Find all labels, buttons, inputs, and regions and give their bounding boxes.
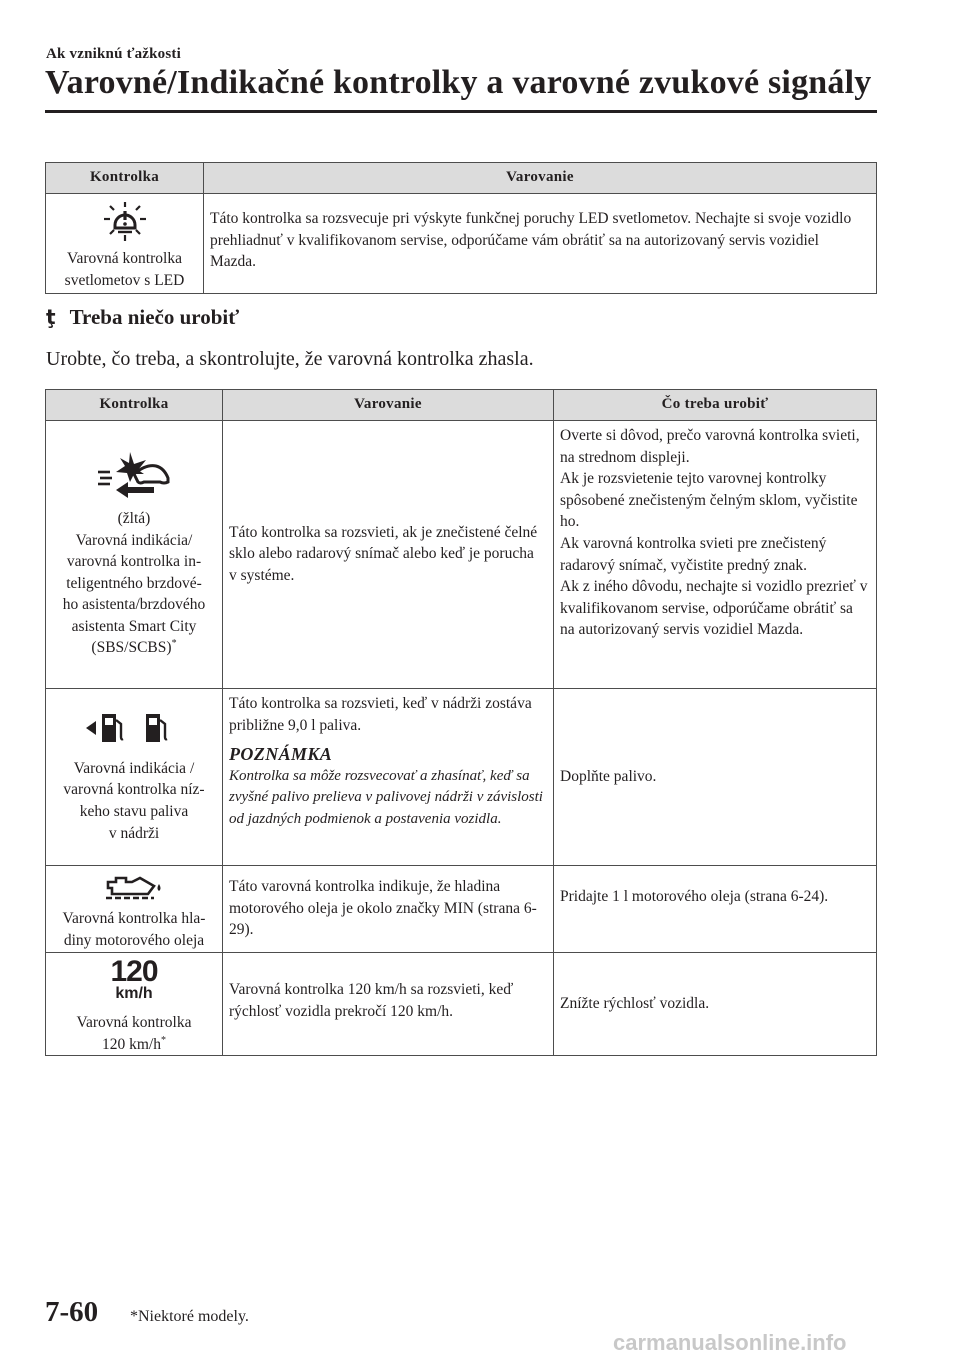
label-line bbox=[46, 637, 222, 659]
sbs-scbs-warning-icon bbox=[94, 450, 174, 500]
table-row bbox=[46, 194, 877, 294]
action-line: Ak varovná kontrolka svieti pre znečistený radarový snímač, vyčistite predný znak. bbox=[560, 534, 827, 574]
asterisk: * bbox=[171, 638, 177, 650]
label-line: (žltá) bbox=[117, 509, 151, 527]
column-header-varovanie: Varovanie bbox=[223, 390, 554, 421]
action-cell bbox=[554, 421, 877, 689]
table-header-row bbox=[46, 163, 877, 194]
label-line: varovná kontrolka níz- bbox=[63, 781, 205, 799]
warning-text: Táto kontrolka sa rozsvieti, keď v nádrži zostáva približne 9,0 l paliva. bbox=[229, 695, 532, 734]
engine-oil-level-warning-icon bbox=[102, 872, 166, 902]
label-line: asistenta Smart City bbox=[71, 617, 197, 635]
warning-cell bbox=[223, 689, 554, 866]
indicator-cell bbox=[46, 421, 223, 689]
icon-unit: km/h bbox=[115, 985, 153, 1002]
subsection-heading-text: Treba niečo urobiť bbox=[69, 305, 240, 329]
led-headlight-warning-icon bbox=[98, 202, 152, 242]
indicator-label bbox=[46, 508, 222, 659]
footnote: *Niektoré modely. bbox=[130, 1308, 249, 1325]
intro-text: Urobte, čo treba, a skontrolujte, že varovná kontrolka zhasla. bbox=[46, 348, 534, 370]
note-text: Kontrolka sa môže rozsvecovať a zhasínať, keď sa zvyšné palivo prelieva v palivovej nádrži v závislosti od jazdných podmienok a postavenia vozidla. bbox=[229, 767, 543, 827]
action-cell: Pridajte 1 l motorového oleja (strana 6-24). bbox=[554, 866, 877, 953]
table-row bbox=[46, 866, 877, 953]
note-title: POZNÁMKA bbox=[229, 744, 333, 765]
label-line: Varovná kontrolka bbox=[67, 250, 182, 267]
label-line bbox=[46, 1034, 222, 1056]
label-line: teligentného brzdové- bbox=[66, 574, 202, 592]
indicator-label bbox=[46, 908, 222, 951]
warning-cell: Táto kontrolka sa rozsvecuje pri výskyte funkčnej poruchy LED svetlometov. Nechajte si svoje vozidlo prehliadnuť v kvalifikovanom servise, odporúčame vám obrátiť sa na autorizovaný servis vozidiel Mazda. bbox=[204, 194, 877, 294]
low-fuel-warning-icon bbox=[84, 710, 184, 746]
asterisk: * bbox=[161, 1034, 166, 1046]
page-title: Varovné/Indikačné kontrolky a varovné zvukové signály bbox=[45, 64, 872, 101]
column-header-action: Čo treba urobiť bbox=[554, 390, 877, 421]
label-line: Varovná indikácia/ bbox=[75, 531, 193, 549]
led-warning-table bbox=[45, 162, 877, 294]
label-line: diny motorového oleja bbox=[63, 931, 205, 949]
label-text: (SBS/SCBS) bbox=[91, 639, 172, 657]
label-text: 120 km/h bbox=[102, 1035, 161, 1053]
table-row bbox=[46, 689, 877, 866]
action-table bbox=[45, 389, 877, 1056]
label-line: Varovná indikácia / bbox=[73, 759, 195, 777]
warning-cell: Varovná kontrolka 120 km/h sa rozsvieti, keď rýchlosť vozidla prekročí 120 km/h. bbox=[223, 953, 554, 1056]
label-line: svetlometov s LED bbox=[64, 271, 185, 289]
indicator-cell bbox=[46, 953, 223, 1056]
table-row bbox=[46, 953, 877, 1056]
indicator-cell bbox=[46, 194, 204, 294]
action-line: Overte si dôvod, prečo varovná kontrolka svieti, na strednom displeji. bbox=[560, 427, 860, 466]
watermark: carmanualsonline.info bbox=[613, 1330, 847, 1355]
bullet-marker: ţ bbox=[46, 305, 56, 329]
label-line: keho stavu paliva bbox=[79, 803, 189, 820]
icon-number: 120 bbox=[110, 955, 158, 988]
indicator-label bbox=[46, 248, 203, 291]
label-line: varovná kontrolka in- bbox=[66, 553, 202, 571]
label-line: v nádrži bbox=[108, 824, 160, 842]
table-header-row bbox=[46, 390, 877, 421]
indicator-cell bbox=[46, 866, 223, 953]
indicator-cell bbox=[46, 689, 223, 866]
column-header-kontrolka: Kontrolka bbox=[46, 390, 223, 421]
column-header-kontrolka: Kontrolka bbox=[46, 163, 204, 194]
label-line: Varovná kontrolka bbox=[76, 1014, 192, 1031]
page-number: 7-60 bbox=[45, 1296, 99, 1328]
action-cell: Znížte rýchlosť vozidla. bbox=[554, 953, 877, 1056]
label-line: Varovná kontrolka hla- bbox=[62, 910, 206, 927]
title-rule bbox=[45, 110, 877, 113]
label-line: ho asistenta/brzdového bbox=[62, 596, 206, 614]
action-line: Ak je rozsvietenie tejto varovnej kontrolky spôsobené znečisteným čelným sklom, vyčistite ho. bbox=[560, 470, 858, 531]
action-line: Ak z iného dôvodu, nechajte si vozidlo prezrieť v kvalifikovanom servise, odporúčame obrátiť sa na autorizovaný servis vozidiel Mazda. bbox=[560, 578, 868, 639]
table-row bbox=[46, 421, 877, 689]
section-label: Ak vzniknú ťažkosti bbox=[46, 46, 181, 62]
speed-120-warning-icon bbox=[46, 957, 222, 1002]
action-cell: Doplňte palivo. bbox=[554, 689, 877, 866]
warning-cell: Táto kontrolka sa rozsvieti, ak je znečistené čelné sklo alebo radarový snímač alebo keď je porucha v systéme. bbox=[223, 421, 554, 689]
column-header-varovanie: Varovanie bbox=[204, 163, 877, 194]
indicator-label bbox=[46, 1012, 222, 1055]
indicator-label bbox=[46, 758, 222, 844]
subsection-heading bbox=[46, 305, 239, 330]
warning-cell: Táto varovná kontrolka indikuje, že hladina motorového oleja je okolo značky MIN (strana 6-29). bbox=[223, 866, 554, 953]
